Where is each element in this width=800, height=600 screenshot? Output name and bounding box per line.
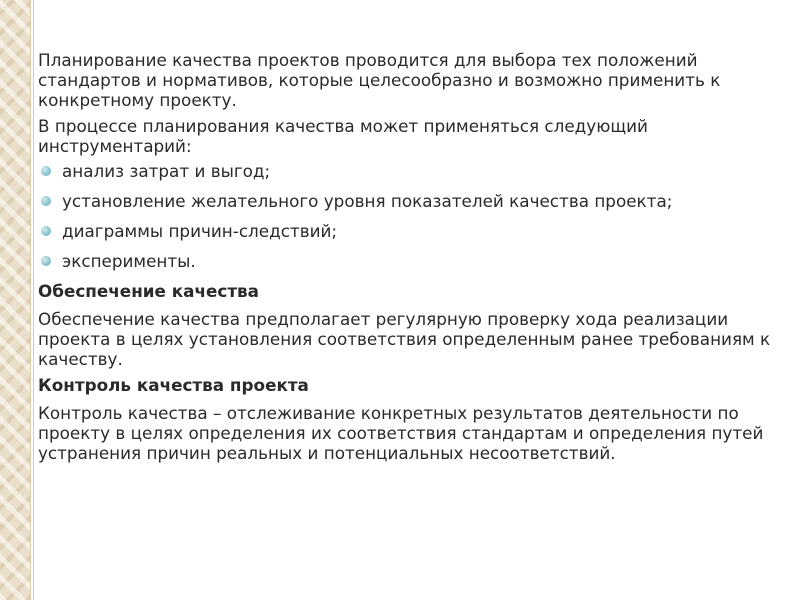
list-item (38, 161, 783, 181)
quality-control-paragraph: Контроль качества – отслеживание конкретных результатов деятельности по проекту в целях определения их соответствия стандартам и определения путей устранения причин реальных и потенциальных несоответствий. (38, 403, 764, 463)
list-item (38, 191, 783, 211)
intro-paragraph: Планирование качества проектов проводится для выбора тех положений стандартов и нормативов, которые целесообразно и возможно применить к конкретному проекту. (38, 50, 721, 110)
list-item-text: эксперименты. (62, 251, 196, 271)
bullet-circle-icon (41, 256, 51, 266)
quality-control-heading: Контроль качества проекта (38, 375, 309, 395)
list-item (38, 251, 783, 271)
decorative-border-line (33, 0, 34, 600)
list-item (38, 221, 783, 241)
decorative-border-line (30, 0, 31, 600)
bullet-circle-icon (41, 226, 51, 236)
decorative-border-strip (0, 0, 30, 600)
bullet-circle-icon (41, 166, 51, 176)
list-item-text: анализ затрат и выгод; (62, 161, 271, 181)
tools-list (38, 161, 783, 271)
tools-intro-paragraph: В процессе планирования качества может применяться следующий инструментарий: (38, 116, 648, 156)
list-item-text: диаграммы причин-следствий; (62, 221, 338, 241)
slide-content (38, 50, 783, 463)
bullet-circle-icon (41, 196, 51, 206)
quality-assurance-heading: Обеспечение качества (38, 281, 259, 301)
quality-assurance-paragraph: Обеспечение качества предполагает регулярную проверку хода реализации проекта в целях установления соответствия определенным ранее требованиям к качеству. (38, 309, 771, 369)
list-item-text: установление желательного уровня показателей качества проекта; (62, 191, 673, 211)
